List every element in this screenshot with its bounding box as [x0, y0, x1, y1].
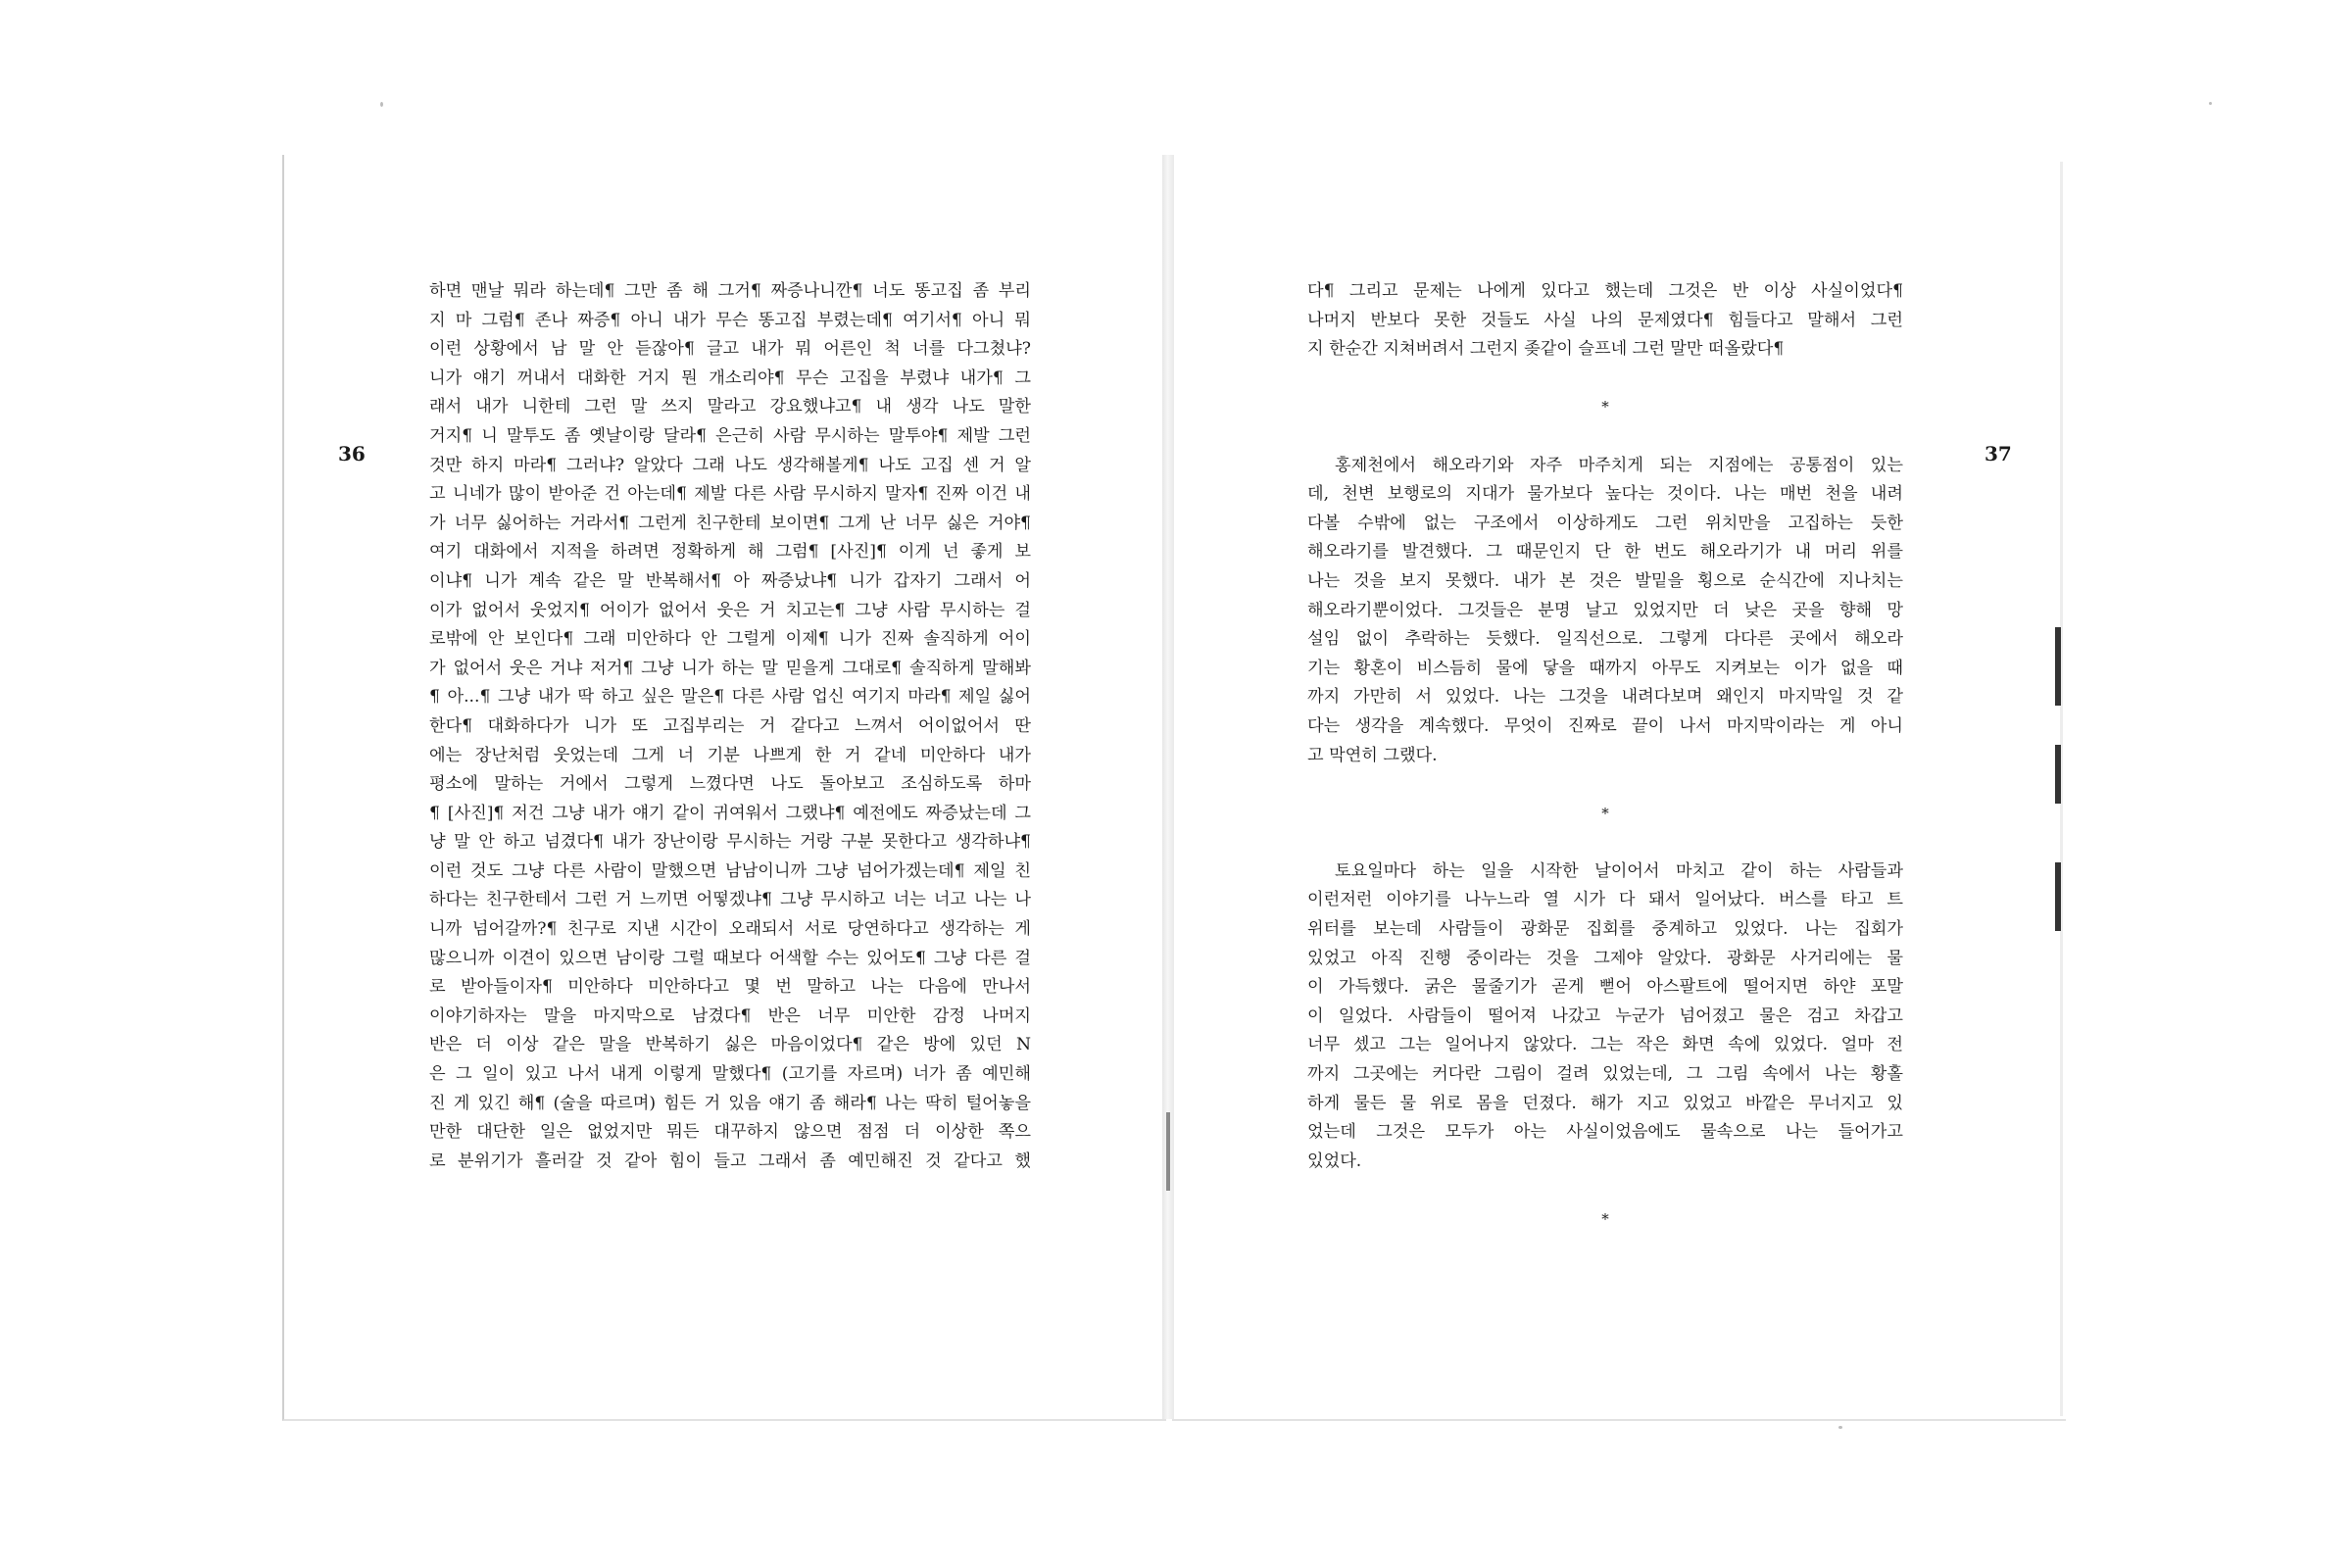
text-line: 한다¶ 대화하다가 니가 또 고집부리는 거 같다고 느껴서 어이없어서 딴 — [429, 715, 1031, 736]
text-line: 지 한순간 지쳐버려서 그런지 좆같이 슬프네 그런 말만 떠올랐다¶ — [1307, 339, 1785, 360]
page-number-right: 37 — [1984, 442, 2012, 466]
right-page-body — [1307, 277, 1903, 1235]
text-line: 이런 상황에서 남 말 안 듣잖아¶ 글고 내가 뭐 어른인 척 너를 다그쳤냐? — [429, 339, 1031, 360]
text-line: 위터를 보는데 사람들이 광화문 집회를 중계하고 있었다. 나는 집회가 — [1307, 919, 1903, 940]
text-line: 이런저런 이야기를 나누느라 열 시가 다 돼서 일어났다. 버스를 타고 트 — [1307, 890, 1903, 910]
text-line: 지 마 그럼¶ 존나 짜증¶ 아니 내가 무슨 똥고집 부렸는데¶ 여기서¶ 아니 뭐 — [429, 310, 1031, 330]
text-line: 만한 대단한 일은 없었지만 뭐든 대꾸하지 않으면 점점 더 이상한 쪽으 — [429, 1122, 1031, 1143]
text-line: 많으니까 이견이 있으면 남이랑 그럴 때보다 어색할 수는 있어도¶ 그냥 다른 걸 — [429, 948, 1031, 968]
text-line: 있었고 아직 진행 중이라는 것을 그제야 알았다. 광화문 사거리에는 물 — [1307, 948, 1903, 968]
text-line: 었는데 그것은 모두가 아는 사실이었음에도 물속으로 나는 들어가고 — [1307, 1122, 1903, 1143]
text-line: 너무 셌고 그는 일어나지 않았다. 그는 작은 화면 속에 있었다. 얼마 전 — [1307, 1035, 1903, 1055]
text-line: 하게 물든 물 위로 몸을 던졌다. 해가 지고 있었고 바깥은 무너지고 있 — [1307, 1093, 1903, 1113]
text-line: 다볼 수밖에 없는 구조에서 이상하게도 그런 위치만을 고집하는 듯한 — [1307, 513, 1903, 533]
section-gap — [1307, 422, 1903, 452]
text-line: 이 일었다. 사람들이 떨어져 나갔고 누군가 넘어졌고 물은 검고 차갑고 — [1307, 1005, 1903, 1026]
text-line: 것만 하지 마라¶ 그러냐? 알았다 그래 나도 생각해볼게¶ 나도 고집 센 거 알 — [429, 455, 1031, 475]
text-line: 로 분위기가 흘러갈 것 같아 힘이 들고 그래서 좀 예민해진 것 같다고 했 — [429, 1151, 1031, 1171]
text-line: 있었다. — [1307, 1151, 1362, 1171]
text-line: 로 받아들이자¶ 미안하다 미안하다고 몇 번 말하고 나는 다음에 만나서 — [429, 977, 1031, 998]
text-line: 진 게 있긴 해¶ (술을 따르며) 힘든 거 있음 얘기 좀 해라¶ 나는 딱히 털어놓을 — [429, 1093, 1031, 1113]
text-line: 해오라기뿐이었다. 그것들은 분명 날고 있었지만 더 낮은 곳을 향해 망 — [1307, 600, 1903, 620]
section-gap — [1307, 365, 1903, 394]
text-line: 이야기하자는 말을 마지막으로 남겼다¶ 반은 너무 미안한 감정 나머지 — [429, 1005, 1031, 1026]
text-line: 니가 얘기 꺼내서 대화한 거지 뭔 개소리야¶ 무슨 고집을 부렸냐 내가¶ 그 — [429, 368, 1031, 388]
text-line: 이냐¶ 니가 계속 같은 말 반복해서¶ 아 짜증났냐¶ 니가 갑자기 그래서 어 — [429, 570, 1031, 591]
dust-speck — [380, 102, 383, 107]
text-line: 하다는 친구한테서 그런 거 느끼면 어떻겠냐¶ 그냥 무시하고 너는 너고 나는 나 — [429, 890, 1031, 910]
text-line: 하면 맨날 뭐라 하는데¶ 그만 좀 해 그거¶ 짜증나니깐¶ 너도 똥고집 좀 부리 — [429, 281, 1031, 301]
text-line: 기는 황혼이 비스듬히 물에 닿을 때까지 아무도 지켜보는 이가 없을 때 — [1307, 658, 1903, 678]
section-gap — [1307, 1176, 1903, 1205]
page-number-left: 36 — [338, 442, 366, 466]
section-gap — [1307, 828, 1903, 858]
text-line: 해오라기를 발견했다. 그 때문인지 단 한 번도 해오라기가 내 머리 위를 — [1307, 542, 1903, 563]
section-gap — [1307, 770, 1903, 800]
left-page-body — [429, 277, 1031, 1176]
book-gutter — [1162, 155, 1174, 1419]
gutter-shadow — [1166, 1112, 1170, 1191]
text-line: 이 가득했다. 굵은 물줄기가 곧게 뻗어 아스팔트에 떨어지면 하얀 포말 — [1307, 977, 1903, 998]
bleed-mark — [2055, 627, 2061, 706]
text-line: 나는 것을 보지 못했다. 내가 본 것은 발밑을 횡으로 순식간에 지나치는 — [1307, 570, 1903, 591]
text-line: ¶ [사진]¶ 저건 그냥 내가 얘기 같이 귀여워서 그랬냐¶ 예전에도 짜증났는데 그 — [429, 803, 1031, 823]
text-line: 토요일마다 하는 일을 시작한 날이어서 마치고 같이 하는 사람들과 — [1335, 860, 1903, 881]
section-divider-asterisk: * — [1601, 804, 1609, 822]
text-line: 까지 그곳에는 커다란 그림이 걸려 있었는데, 그 그림 속에서 나는 황홀 — [1307, 1064, 1903, 1085]
text-line: 가 너무 싫어하는 거라서¶ 그런게 친구한테 보이면¶ 그게 난 너무 싫은 거야¶ — [429, 513, 1031, 533]
bleed-mark — [2055, 745, 2061, 804]
section-divider-asterisk: * — [1601, 1210, 1609, 1228]
dust-speck — [1838, 1426, 1842, 1429]
text-line: 거지¶ 니 말투도 좀 옛날이랑 달라¶ 은근히 사람 무시하는 말투야¶ 제발 그런 — [429, 425, 1031, 446]
text-line: 까지 가만히 서 있었다. 나는 그것을 내려다보며 왜인지 마지막일 것 같 — [1307, 687, 1903, 708]
dust-speck — [2209, 102, 2212, 105]
text-line: 여기 대화에서 지적을 하려면 정확하게 해 그럼¶ [사진]¶ 이게 넌 좋게 보 — [429, 542, 1031, 563]
text-line: 가 없어서 웃은 거냐 저거¶ 그냥 니가 하는 말 믿을게 그대로¶ 솔직하게 말해봐 — [429, 658, 1031, 678]
text-line: 고 막연히 그랬다. — [1307, 745, 1438, 765]
text-line: 데, 천변 보행로의 지대가 물가보다 높다는 것이다. 나는 매번 천을 내려 — [1307, 484, 1903, 505]
text-line: 은 그 일이 있고 나서 내게 이렇게 말했다¶ (고기를 자르며) 너가 좀 예민해 — [429, 1064, 1031, 1085]
text-line: 홍제천에서 해오라기와 자주 마주치게 되는 지점에는 공통점이 있는 — [1335, 455, 1903, 475]
text-line: 평소에 말하는 거에서 그렇게 느꼈다면 나도 돌아보고 조심하도록 하마 — [429, 774, 1031, 795]
text-line: 반은 더 이상 같은 말을 반복하기 싫은 마음이었다¶ 같은 방에 있던 N — [429, 1035, 1031, 1055]
text-line: 이가 없어서 웃었지¶ 어이가 없어서 웃은 거 치고는¶ 그냥 사람 무시하는 걸 — [429, 600, 1031, 620]
text-line: 이런 것도 그냥 다른 사람이 말했으면 남남이니까 그냥 넘어가겠는데¶ 제일 친 — [429, 860, 1031, 881]
text-line: 에는 장난처럼 웃었는데 그게 너 기분 나쁘게 한 거 같네 미안하다 내가 — [429, 745, 1031, 765]
bleed-mark — [2055, 862, 2061, 931]
text-line: 래서 내가 니한테 그런 말 쓰지 말라고 강요했냐고¶ 내 생각 나도 말한 — [429, 397, 1031, 417]
text-line: 고 니네가 많이 받아준 건 아는데¶ 제발 다른 사람 무시하지 말자¶ 진짜 이건 내 — [429, 484, 1031, 505]
text-line: 니까 넘어갈까?¶ 친구로 지낸 시간이 오래되서 서로 당연하다고 생각하는 게 — [429, 919, 1031, 940]
text-line: 나머지 반보다 못한 것들도 사실 나의 문제였다¶ 힘들다고 말해서 그런 — [1307, 310, 1903, 330]
text-line: 설임 없이 추락하는 듯했다. 일직선으로. 그렇게 다다른 곳에서 해오라 — [1307, 629, 1903, 650]
section-divider-asterisk: * — [1601, 398, 1609, 416]
text-line: 냥 말 안 하고 넘겼다¶ 내가 장난이랑 무시하는 거랑 구분 못한다고 생각하냐¶ — [429, 832, 1031, 853]
text-line: 다¶ 그리고 문제는 나에게 있다고 했는데 그것은 반 이상 사실이었다¶ — [1307, 281, 1903, 301]
text-line: 다는 생각을 계속했다. 무엇이 진짜로 끝이 나서 마지막이라는 게 아니 — [1307, 715, 1903, 736]
text-line: 로밖에 안 보인다¶ 그래 미안하다 안 그럴게 이제¶ 니가 진짜 솔직하게 어이 — [429, 629, 1031, 650]
text-line: ¶ 아...¶ 그냥 내가 딱 하고 싶은 말은¶ 다른 사람 업신 여기지 마라¶ 제일 싫어 — [429, 687, 1031, 708]
